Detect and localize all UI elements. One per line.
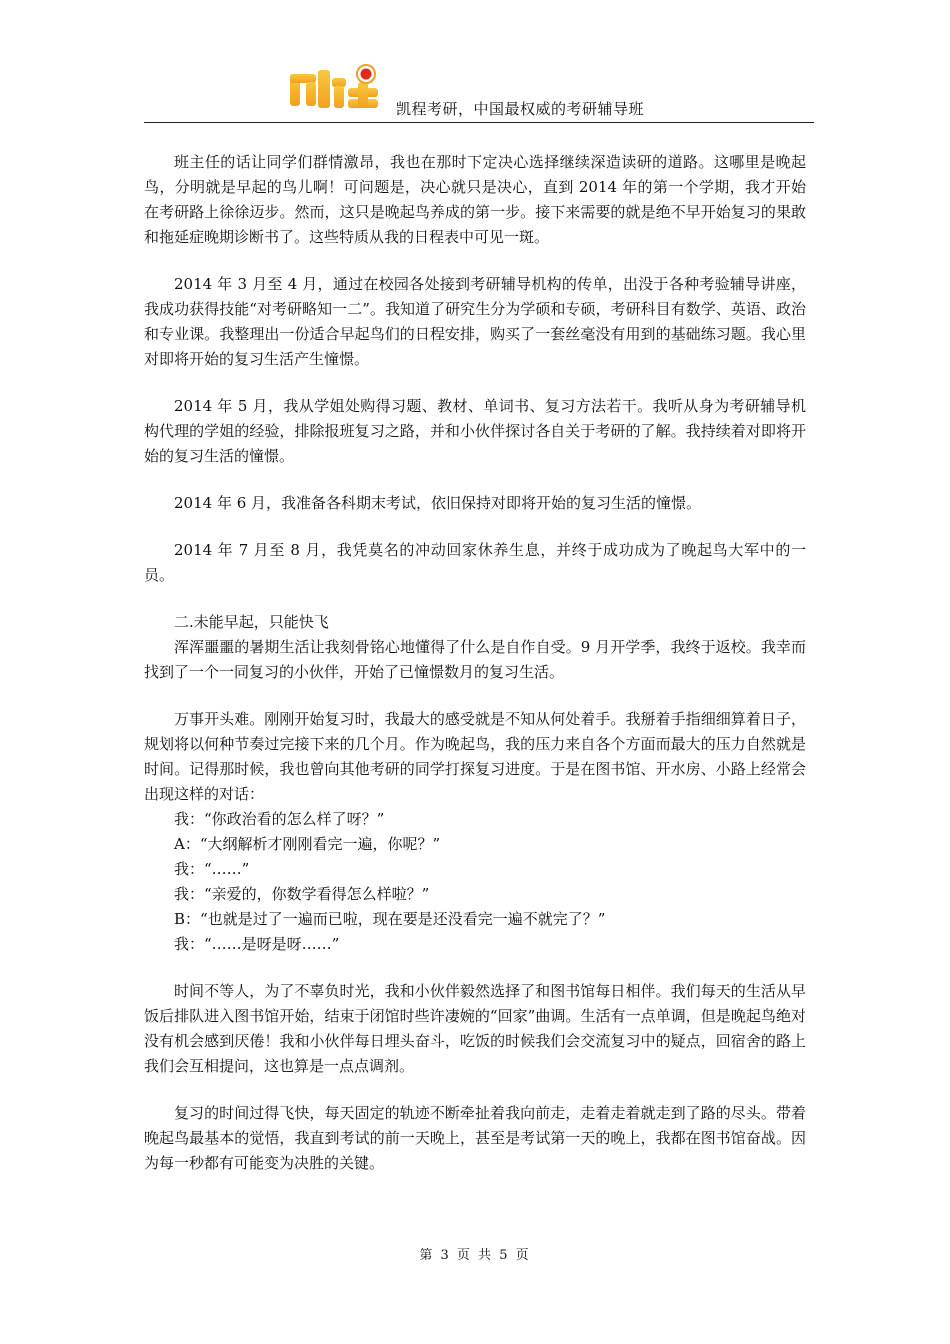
paragraph-9: 复习的时间过得飞快，每天固定的轨迹不断牵扯着我向前走，走着走着就走到了路的尽头。带着晚起鸟最基本的觉悟，我直到考试的前一天晚上，甚至是考试第一天的晚上，我都在图书馆奋战。因为每一秒都有可能变为决胜的关键。 (144, 1104, 806, 1172)
paragraph-4: 2014 年 6 月，我准备各科期末考试，依旧保持对即将开始的复习生活的憧憬。 (174, 494, 702, 512)
paragraph-gap (144, 372, 806, 394)
dialogue-line: 我：“亲爱的，你数学看得怎么样啦？” (174, 885, 430, 903)
paragraph-gap (144, 685, 806, 707)
paragraph-1: 班主任的话让同学们群情激昂，我也在那时下定决心选择继续深造读研的道路。这哪里是晚起鸟，分明就是早起的鸟儿啊！可问题是，决心就只是决心，直到 2014 年的第一个学期，我才开始在考研路上徐徐迈步。然而，这只是晚起鸟养成的第一步。接下来需要的就是绝不早开始复习的果敢和拖延症晚期诊断书了。这些特质从我的日程表中可见一斑。 (144, 153, 806, 246)
dialogue-line: 我：“……” (174, 860, 250, 878)
paragraph-2: 2014 年 3 月至 4 月，通过在校园各处接到考研辅导机构的传单，出没于各种考验辅导讲座，我成功获得技能“对考研略知一二”。我知道了研究生分为学硕和专硕，考研科目有数学、英语、政治和专业课。我整理出一份适合早起鸟们的日程安排，购买了一套丝毫没有用到的基础练习题。我心里对即将开始的复习生活产生憧憬。 (144, 275, 806, 368)
dialogue-line: 我：“……是呀是呀……” (174, 935, 340, 953)
header-divider (144, 122, 814, 123)
paragraph-gap (144, 957, 806, 979)
paragraph-3: 2014 年 5 月，我从学姐处购得习题、教材、单词书、复习方法若干。我听从身为考研辅导机构代理的学姐的经验，排除报班复习之路，并和小伙伴探讨各自关于考研的了解。我持续着对即将开始的复习生活的憧憬。 (144, 397, 806, 465)
paragraph-gap (144, 250, 806, 272)
section-title: 二.未能早起，只能快飞 (174, 613, 329, 631)
kaicheng-logo (288, 60, 384, 116)
paragraph-6: 浑浑噩噩的暑期生活让我刻骨铭心地懂得了什么是自作自受。9 月开学季，我终于返校。我幸而找到了一个一同复习的小伙伴，开始了已憧憬数月的复习生活。 (144, 638, 806, 681)
page-number: 第 3 页 共 5 页 (419, 1248, 531, 1263)
paragraph-8: 时间不等人，为了不辜负时光，我和小伙伴毅然选择了和图书馆每日相伴。我们每天的生活从早饭后排队进入图书馆开始，结束于闭馆时些许凄婉的“回家”曲调。生活有一点单调，但是晚起鸟绝对没有机会感到厌倦！我和小伙伴每日埋头奋斗，吃饭的时候我们会交流复习中的疑点，回宿舍的路上我们会互相提问，这也算是一点点调剂。 (144, 982, 806, 1075)
paragraph-gap (144, 469, 806, 491)
page-header (144, 60, 814, 124)
dialogue-line: A：“大纲解析才刚刚看完一遍，你呢？” (174, 835, 441, 853)
paragraph-gap (144, 1079, 806, 1101)
dialogue-line: 我：“你政治看的怎么样了呀？” (174, 810, 385, 828)
dialogue-line: B：“也就是过了一遍而已啦，现在要是还没看完一遍不就完了？” (174, 910, 606, 928)
paragraph-gap (144, 588, 806, 610)
paragraph-gap (144, 516, 806, 538)
paragraph-7: 万事开头难。刚刚开始复习时，我最大的感受就是不知从何处着手。我掰着手指细细算着日子，规划将以何种节奏过完接下来的几个月。作为晚起鸟，我的压力来自各个方面而最大的压力自然就是时间。记得那时候，我也曾向其他考研的同学打探复习进度。于是在图书馆、开水房、小路上经常会出现这样的对话： (144, 710, 806, 803)
article-body (144, 150, 806, 1176)
header-tagline: 凯程考研，中国最权威的考研辅导班 (396, 100, 645, 118)
paragraph-5: 2014 年 7 月至 8 月，我凭莫名的冲动回家休养生息，并终于成功成为了晚起鸟大军中的一员。 (144, 541, 806, 584)
